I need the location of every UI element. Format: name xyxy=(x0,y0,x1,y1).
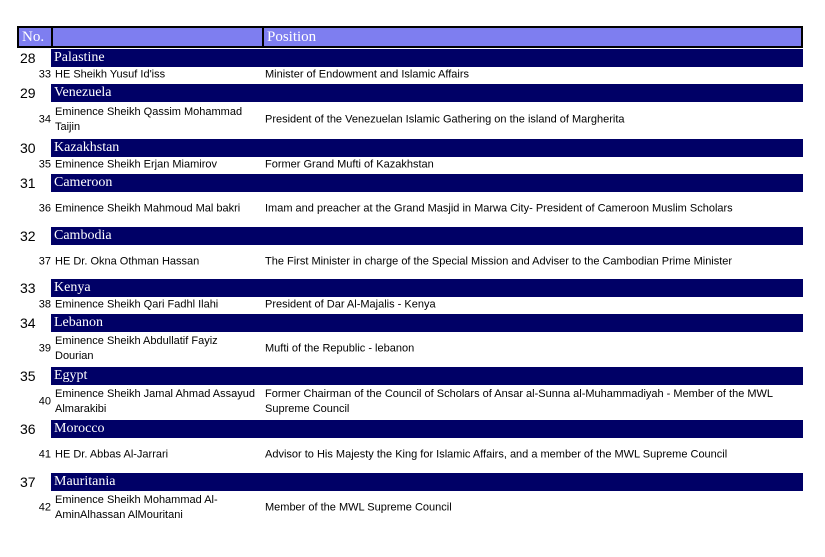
person-number: 42 xyxy=(38,501,51,514)
country-name: Cameroon xyxy=(51,174,803,192)
person-name: Eminence Sheikh Abdullatif Fayiz Dourian xyxy=(55,335,218,362)
country-number: 33 xyxy=(17,279,51,297)
person-row xyxy=(17,157,803,173)
person-position: Former Chairman of the Council of Scholars of Ansar al-Sunna al-Muhammadiyah - Member of the MWL Supreme Council xyxy=(265,388,773,415)
person-number: 41 xyxy=(38,448,51,461)
country-number: 30 xyxy=(17,139,51,157)
country-row xyxy=(17,227,803,245)
person-position: Advisor to His Majesty the King for Islamic Affairs, and a member of the MWL Supreme Council xyxy=(265,448,728,461)
country-number: 35 xyxy=(17,367,51,385)
country-number: 34 xyxy=(17,314,51,332)
country-row xyxy=(17,367,803,385)
person-number: 40 xyxy=(38,395,51,408)
header-name xyxy=(53,28,264,46)
person-position: Minister of Endowment and Islamic Affairs xyxy=(265,68,469,81)
person-row xyxy=(17,438,803,472)
person-number: 33 xyxy=(38,68,51,81)
person-position: Member of the MWL Supreme Council xyxy=(265,501,452,514)
country-row xyxy=(17,420,803,438)
country-name: Kenya xyxy=(51,279,803,297)
person-position: President of Dar Al-Majalis - Kenya xyxy=(265,298,436,311)
country-row xyxy=(17,473,803,491)
members-table xyxy=(17,26,803,525)
country-row xyxy=(17,84,803,102)
person-row xyxy=(17,491,803,525)
person-position: The First Minister in charge of the Special Mission and Adviser to the Cambodian Prime Minister xyxy=(265,255,733,267)
country-name: Morocco xyxy=(51,420,803,438)
person-name: Eminence Sheikh Qassim Mohammad Taijin xyxy=(55,106,243,133)
country-row xyxy=(17,174,803,192)
table-header xyxy=(17,26,803,48)
header-position: Position xyxy=(267,29,317,45)
country-number: 31 xyxy=(17,174,51,192)
country-number: 37 xyxy=(17,473,51,491)
person-row xyxy=(17,332,803,366)
person-position: Imam and preacher at the Grand Masjid in Marwa City- President of Cameroon Muslim Scholars xyxy=(265,202,733,215)
country-name: Palastine xyxy=(51,49,803,67)
country-number: 32 xyxy=(17,227,51,245)
person-row xyxy=(17,192,803,226)
country-number: 36 xyxy=(17,420,51,438)
country-row xyxy=(17,314,803,332)
person-name: HE Dr. Okna Othman Hassan xyxy=(55,255,200,267)
header-no: No. xyxy=(19,28,53,46)
country-name: Kazakhstan xyxy=(51,139,803,157)
country-name: Egypt xyxy=(51,367,803,385)
person-row xyxy=(17,102,803,138)
person-name: Eminence Sheikh Qari Fadhl Ilahi xyxy=(55,298,219,311)
country-name: Mauritania xyxy=(51,473,803,491)
person-number: 34 xyxy=(38,113,51,126)
person-name: Eminence Sheikh Mohammad Al-AminAlhassan AlMouritani xyxy=(55,494,218,521)
person-position: Former Grand Mufti of Kazakhstan xyxy=(265,158,434,171)
person-name: Eminence Sheikh Jamal Ahmad Assayud Almarakibi xyxy=(55,388,255,415)
person-position: Mufti of the Republic - lebanon xyxy=(265,342,415,355)
person-number: 39 xyxy=(38,342,51,355)
country-number: 29 xyxy=(17,84,51,102)
person-number: 35 xyxy=(38,158,51,171)
person-row xyxy=(17,245,803,278)
person-name: Eminence Sheikh Erjan Miamirov xyxy=(55,158,218,171)
person-number: 36 xyxy=(38,202,51,215)
country-row xyxy=(17,139,803,157)
country-name: Venezuela xyxy=(51,84,803,102)
person-number: 37 xyxy=(38,255,51,267)
person-row xyxy=(17,297,803,313)
person-row xyxy=(17,67,803,83)
country-row xyxy=(17,279,803,297)
person-row xyxy=(17,385,803,419)
country-name: Lebanon xyxy=(51,314,803,332)
person-position: President of the Venezuelan Islamic Gathering on the island of Margherita xyxy=(265,113,625,126)
person-name: Eminence Sheikh Mahmoud Mal bakri xyxy=(55,202,241,215)
country-row xyxy=(17,49,803,67)
country-number: 28 xyxy=(17,49,51,67)
country-name: Cambodia xyxy=(51,227,803,245)
person-number: 38 xyxy=(38,298,51,311)
person-name: HE Dr. Abbas Al-Jarrari xyxy=(55,448,169,461)
person-name: HE Sheikh Yusuf Id'iss xyxy=(55,68,166,81)
